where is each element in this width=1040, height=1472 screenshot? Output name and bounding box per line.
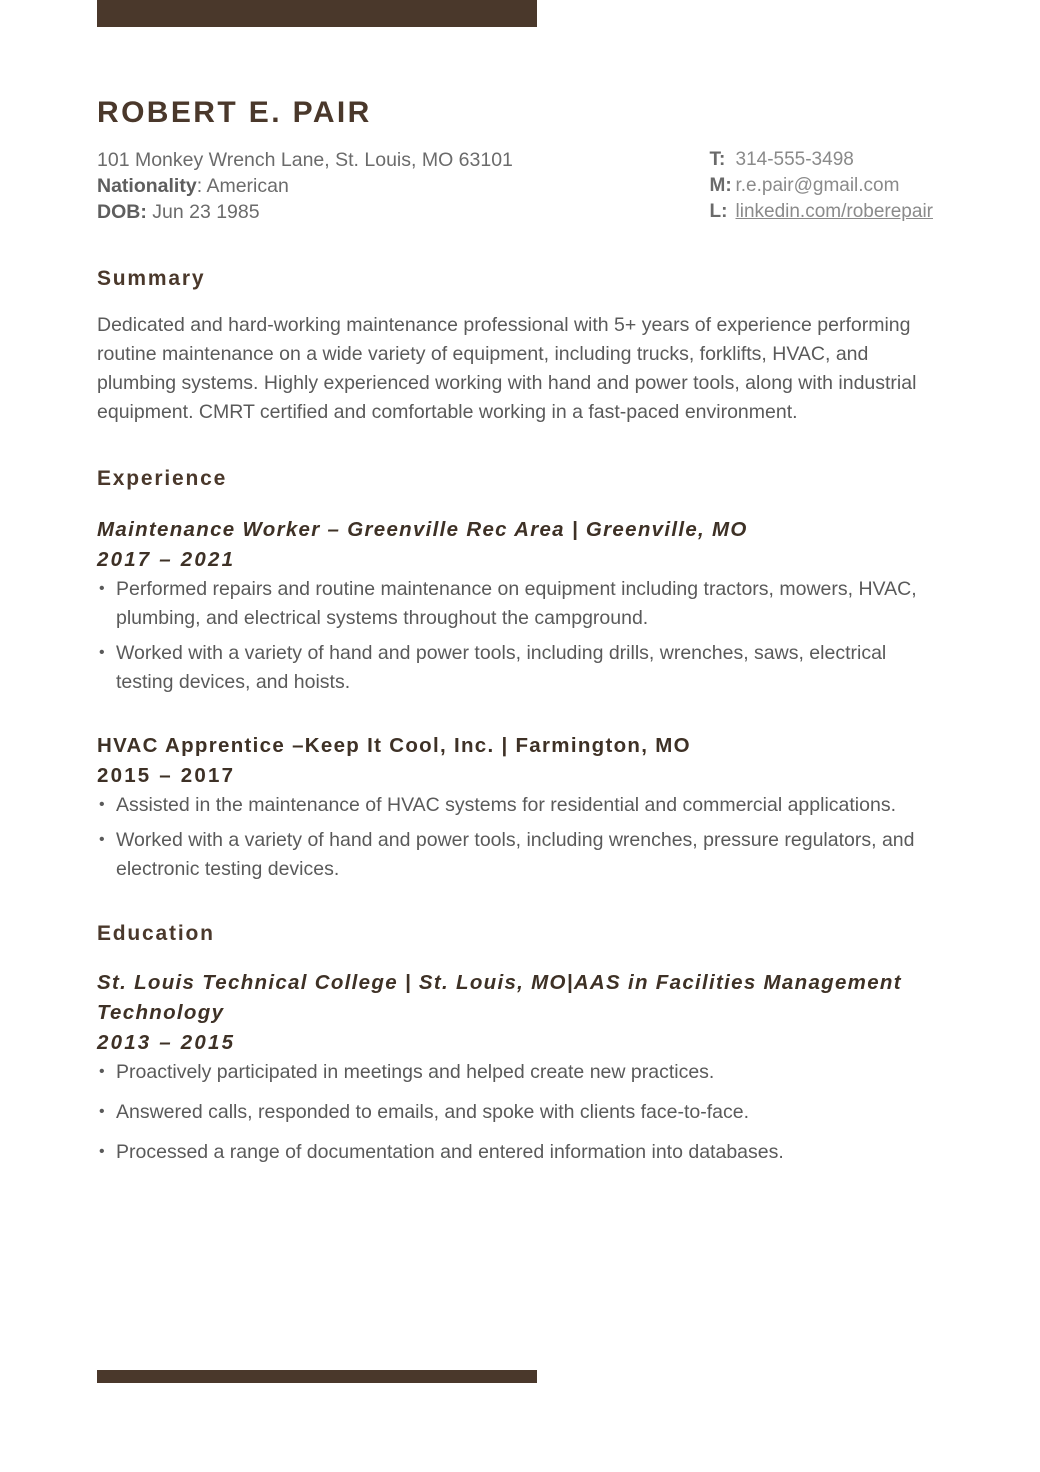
nationality-line: [97, 173, 513, 199]
list-item: • Proactively participated in meetings and helped create new practices.: [97, 1058, 943, 1087]
list-item: • Performed repairs and routine maintenance on equipment including tractors, mowers, HVAC, plumbing, and electrical systems throughout the campground.: [97, 575, 943, 633]
section-heading-experience: Experience: [97, 467, 228, 490]
list-item: • Processed a range of documentation and entered information into databases.: [97, 1138, 943, 1167]
job-bullet-list: [97, 791, 943, 884]
job-dates: 2015 – 2017: [97, 764, 236, 787]
education-entry: [97, 968, 943, 1167]
nationality-label: Nationality: [97, 175, 197, 197]
address-line: 101 Monkey Wrench Lane, St. Louis, MO 63101: [97, 149, 513, 171]
list-item: • Assisted in the maintenance of HVAC systems for residential and commercial applications.: [97, 791, 943, 820]
email-value[interactable]: r.e.pair@gmail.com: [735, 175, 900, 196]
page-title: ROBERT E. PAIR: [97, 96, 372, 129]
phone-value[interactable]: 314-555-3498: [735, 149, 854, 170]
job-bullet-list: [97, 575, 943, 697]
school-dates: 2013 – 2015: [97, 1031, 236, 1054]
school-heading: St. Louis Technical College | St. Louis, MO|AAS in Facilities Management Technology: [97, 971, 902, 1024]
list-item: • Worked with a variety of hand and power tools, including drills, wrenches, saws, electrical testing devices, and hoists.: [97, 639, 943, 697]
job-dates: 2017 – 2021: [97, 548, 236, 571]
nationality-separator: :: [196, 175, 207, 197]
contact-phone-row: [710, 147, 934, 173]
dob-label: DOB:: [97, 201, 147, 223]
section-heading-education: Education: [97, 922, 215, 945]
section-heading-summary: Summary: [97, 267, 206, 290]
dob-line: [97, 199, 513, 225]
list-item: • Worked with a variety of hand and power tools, including wrenches, pressure regulators, and electronic testing devices.: [97, 826, 943, 884]
education-bullet-list: [97, 1058, 943, 1167]
contact-block: [710, 147, 934, 225]
mail-icon: M:: [709, 175, 732, 196]
summary-paragraph: Dedicated and hard-working maintenance professional with 5+ years of experience performing routine maintenance on a wide variety of equipment, including trucks, forklifts, HVAC, and plumbing systems. Highly experienced working with hand and power tools, along with industrial equipment. CMRT certified and comfortable working in a fast-paced environment.: [97, 314, 917, 423]
phone-icon: T:: [709, 149, 726, 170]
job-title-heading: HVAC Apprentice –Keep It Cool, Inc. | Farmington, MO: [97, 734, 691, 757]
identity-block: [97, 147, 513, 225]
job-title-heading: Maintenance Worker – Greenville Rec Area | Greenville, MO: [97, 518, 748, 541]
linkedin-link[interactable]: linkedin.com/roberepair: [735, 201, 933, 222]
contact-mail-row: [710, 173, 934, 199]
list-item: • Answered calls, responded to emails, and spoke with clients face-to-face.: [97, 1098, 943, 1127]
experience-entry: [97, 515, 943, 697]
dob-value: Jun 23 1985: [146, 201, 260, 223]
contact-linkedin-row: [710, 199, 934, 225]
experience-entry: [97, 731, 943, 884]
resume-content: [97, 0, 943, 1167]
bottom-accent-bar: [97, 1370, 537, 1383]
nationality-value: American: [206, 175, 289, 197]
header-row: [97, 147, 943, 225]
linkedin-icon: L:: [709, 201, 728, 222]
